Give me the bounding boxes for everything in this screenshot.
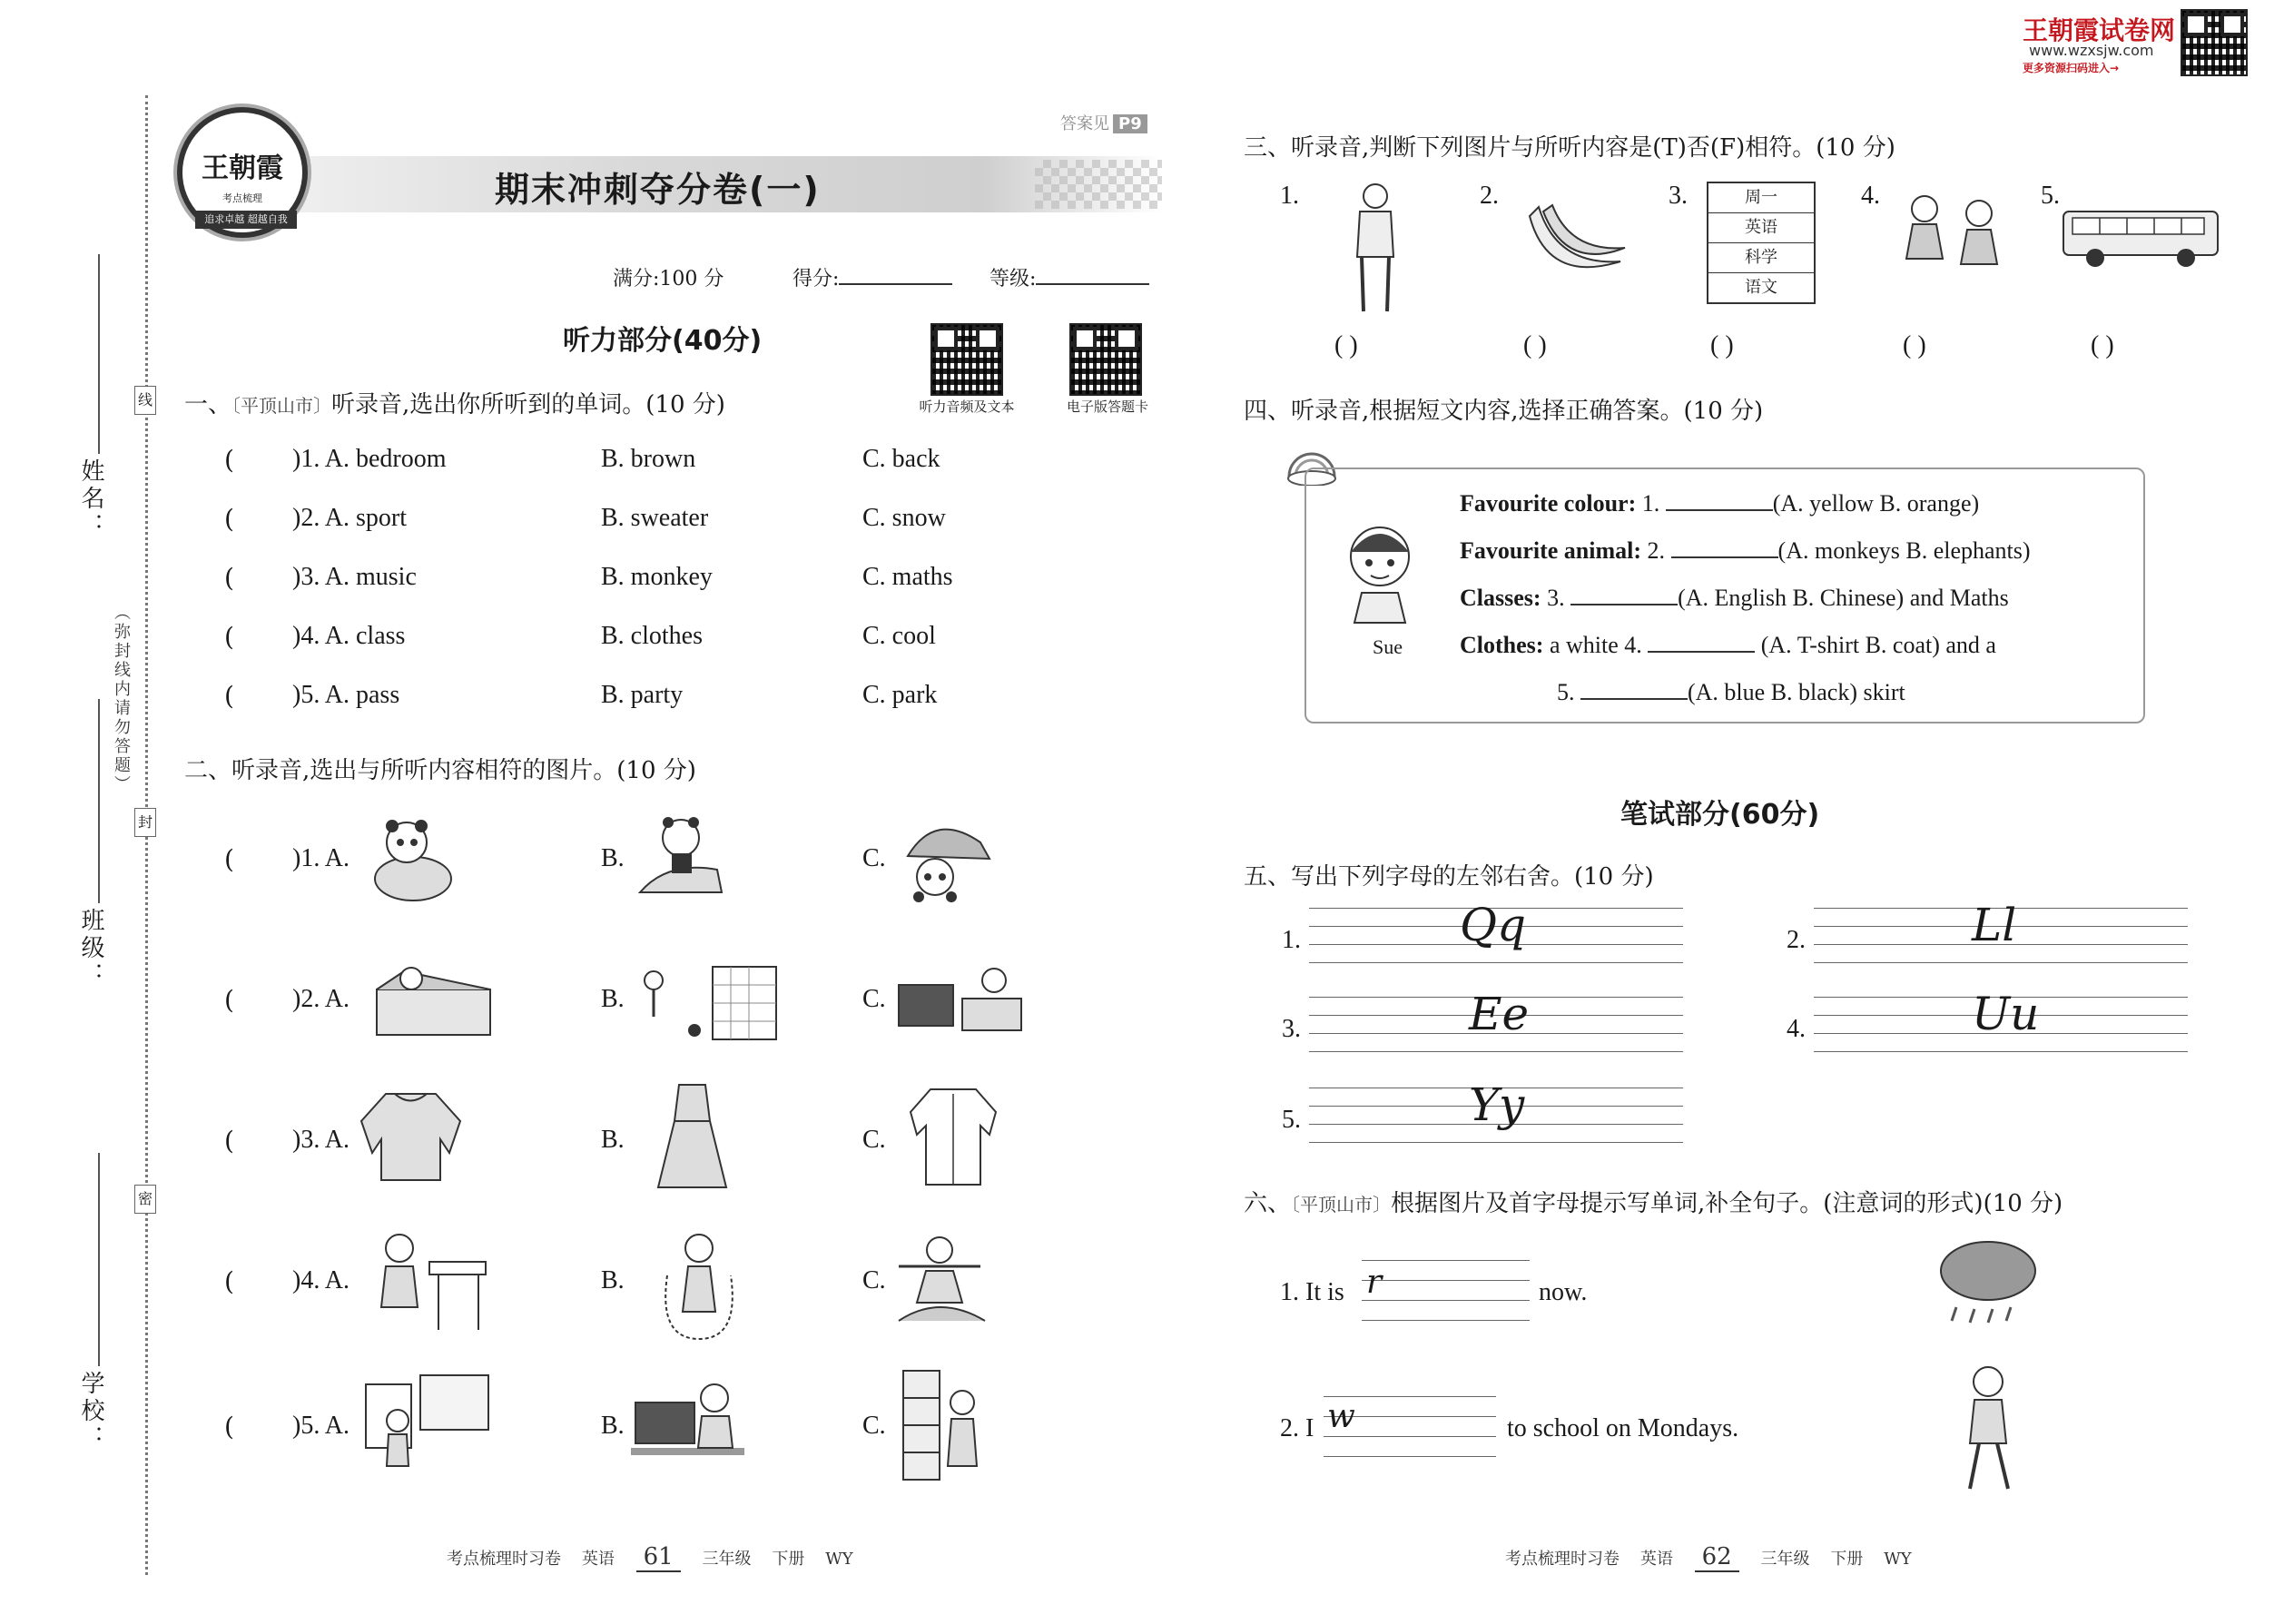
p2-q5-a-label[interactable]: )5. A. bbox=[292, 1412, 350, 1440]
computer-class-image bbox=[631, 1375, 749, 1475]
p6-s1-answer-line[interactable] bbox=[1362, 1300, 1530, 1301]
p5-letter-2: Ll bbox=[1972, 899, 2017, 951]
sue-girl-image bbox=[1334, 516, 1425, 625]
football-goal-image bbox=[635, 958, 785, 1044]
p3-num-1: 1. bbox=[1280, 182, 1299, 210]
p1-paren: ( bbox=[224, 681, 234, 711]
footer-left-subject: 英语 bbox=[581, 1550, 615, 1569]
p4-blank-4[interactable] bbox=[1648, 627, 1755, 653]
score-label: 得分: bbox=[793, 268, 840, 290]
schedule-subject: 英语 bbox=[1708, 213, 1814, 243]
footer-left bbox=[447, 1543, 853, 1572]
p6-s1-post: now. bbox=[1539, 1278, 1588, 1306]
art-class-image bbox=[361, 1371, 493, 1475]
p6-s2-answer-line[interactable] bbox=[1324, 1436, 1496, 1437]
school-label: 学校： bbox=[77, 1371, 104, 1452]
panda-under-cap-image bbox=[890, 806, 994, 906]
footer-left-book: 考点梳理时习卷 bbox=[447, 1550, 561, 1569]
p4-blank-3[interactable] bbox=[1570, 580, 1678, 605]
binding-mark-top: 线 bbox=[134, 386, 156, 415]
name-label: 姓名： bbox=[77, 458, 104, 540]
p5-num-2: 2. bbox=[1787, 926, 1806, 954]
answer-ref-page: P9 bbox=[1113, 114, 1147, 133]
score-field[interactable] bbox=[793, 263, 952, 291]
p1-q1-b[interactable]: B. brown bbox=[601, 445, 696, 473]
p1-q2-b[interactable]: B. sweater bbox=[601, 504, 709, 532]
p1-q5-b[interactable]: B. party bbox=[601, 681, 684, 709]
p2-q1-b-label[interactable]: B. bbox=[601, 844, 625, 872]
p4-blank-2[interactable] bbox=[1671, 533, 1778, 558]
footer-right-term: 下册 bbox=[1830, 1550, 1864, 1569]
schedule-day: 周一 bbox=[1708, 183, 1814, 213]
qr-code-answer-card[interactable] bbox=[1069, 323, 1142, 396]
full-score: 满分:100 分 bbox=[613, 268, 724, 290]
p6-s1-guide-bottom bbox=[1362, 1320, 1530, 1321]
p4-label-classes: Classes: bbox=[1460, 585, 1541, 611]
part3-heading: 三、听录音,判断下列图片与所听内容是(T)否(F)相符。(10 分) bbox=[1244, 134, 1895, 162]
p1-q4-a[interactable]: )4. A. class bbox=[292, 622, 406, 650]
part1-instruction: 听录音,选出你所听到的单词。(10 分) bbox=[331, 391, 725, 418]
dress-image bbox=[654, 1080, 731, 1194]
site-qr-code[interactable] bbox=[2181, 9, 2248, 76]
part6-heading bbox=[1244, 1185, 2063, 1218]
sue-name: Sue bbox=[1373, 635, 1403, 658]
p4-blank-5[interactable] bbox=[1580, 674, 1688, 700]
p6-s2-guide-bottom bbox=[1324, 1456, 1496, 1457]
p5-num-1: 1. bbox=[1282, 926, 1301, 954]
p5-letter-4: Uu bbox=[1972, 988, 2040, 1040]
p4-label-clothes: Clothes: bbox=[1460, 632, 1544, 658]
schedule-subject: 语文 bbox=[1745, 278, 1777, 297]
name-field[interactable] bbox=[98, 254, 100, 454]
p2-q1-c-label[interactable]: C. bbox=[862, 844, 886, 872]
p2-paren: ( bbox=[224, 1412, 234, 1442]
boy-in-bed-image bbox=[368, 953, 495, 1044]
p6-s2-guide-top bbox=[1324, 1396, 1496, 1397]
footer-left-grade: 三年级 bbox=[702, 1550, 752, 1569]
banner-pattern bbox=[1035, 160, 1162, 209]
p2-paren: ( bbox=[224, 844, 234, 874]
man-standing-image bbox=[1344, 180, 1407, 316]
p1-q2-c[interactable]: C. snow bbox=[862, 504, 946, 532]
p4-label-colour: Favourite colour: bbox=[1460, 490, 1637, 517]
school-field[interactable] bbox=[98, 1153, 100, 1366]
seal-note: （弥封线内请勿答题） bbox=[112, 604, 131, 794]
p4-options-3: (A. English B. Chinese) and Maths bbox=[1678, 585, 2009, 611]
p4-num-4: 4. bbox=[1624, 632, 1642, 658]
p3-answer-4[interactable]: ( ) bbox=[1903, 331, 1926, 359]
logo-name: 王朝霞 bbox=[202, 153, 283, 184]
part5-heading: 五、写出下列字母的左邻右舍。(10 分) bbox=[1244, 863, 1654, 891]
exam-title: 期末冲刺夺分卷(一) bbox=[495, 170, 821, 210]
site-url[interactable]: www.wzxsjw.com bbox=[2029, 42, 2154, 59]
p2-q3-a-label[interactable]: )3. A. bbox=[292, 1126, 350, 1154]
grade-field[interactable] bbox=[989, 263, 1149, 291]
p4-num-3: 3. bbox=[1547, 585, 1565, 611]
p5-letter-5: Yy bbox=[1469, 1078, 1525, 1131]
boy-walking-image bbox=[1952, 1362, 2024, 1493]
qr-code-audio[interactable] bbox=[930, 323, 1003, 396]
p3-answer-3[interactable]: ( ) bbox=[1710, 331, 1734, 359]
p4-options-2: (A. monkeys B. elephants) bbox=[1777, 537, 2031, 564]
footer-right-subject: 英语 bbox=[1639, 1550, 1673, 1569]
schedule-subject: 科学 bbox=[1708, 243, 1814, 273]
p4-num-1: 1. bbox=[1641, 490, 1660, 517]
panda-in-hat-image bbox=[363, 806, 463, 906]
qr-card-label: 电子版答题卡 bbox=[1066, 399, 1148, 415]
p1-q4-b[interactable]: B. clothes bbox=[601, 622, 703, 650]
p2-q5-c-label[interactable]: C. bbox=[862, 1412, 886, 1440]
p4-line-5 bbox=[1557, 674, 1905, 706]
p5-num-5: 5. bbox=[1282, 1106, 1301, 1134]
logo-ribbon: 追求卓越 超越自我 bbox=[195, 211, 297, 229]
p1-paren: ( bbox=[224, 445, 234, 475]
footer-right-edition: WY bbox=[1884, 1550, 1912, 1569]
tv-sofa-image bbox=[894, 949, 1030, 1044]
binding-mark-mid: 封 bbox=[134, 808, 156, 837]
p6-s2-post: to school on Mondays. bbox=[1507, 1414, 1739, 1442]
p3-answer-5[interactable]: ( ) bbox=[2091, 331, 2114, 359]
p3-num-3: 3. bbox=[1669, 182, 1688, 210]
footer-left-edition: WY bbox=[825, 1550, 853, 1569]
footer-right-page: 62 bbox=[1695, 1543, 1739, 1572]
p6-s2-pre: 2. I bbox=[1280, 1414, 1314, 1442]
p2-q3-b-label[interactable]: B. bbox=[601, 1126, 625, 1154]
p6-s1-guide-mid bbox=[1362, 1280, 1530, 1281]
answer-ref-label: 答案见 bbox=[1060, 114, 1109, 133]
p2-q2-b-label[interactable]: B. bbox=[601, 985, 625, 1013]
class-label: 班级： bbox=[77, 908, 104, 989]
part1-heading bbox=[184, 386, 725, 419]
p6-s2-hint: w bbox=[1327, 1398, 1355, 1435]
shirt-image bbox=[908, 1085, 999, 1189]
p2-paren: ( bbox=[224, 985, 234, 1015]
p4-blank-1[interactable] bbox=[1666, 486, 1773, 511]
rainy-cloud-image bbox=[1934, 1235, 2043, 1339]
library-image bbox=[899, 1366, 989, 1484]
p4-line-1 bbox=[1460, 486, 1979, 517]
part4-heading: 四、听录音,根据短文内容,选择正确答案。(10 分) bbox=[1244, 398, 1764, 425]
part6-instruction: 根据图片及首字母提示写单词,补全句子。(注意词的形式)(10 分) bbox=[1391, 1190, 2063, 1217]
p3-answer-1[interactable]: ( ) bbox=[1334, 331, 1358, 359]
p4-options-4: (A. T-shirt B. coat) and a bbox=[1760, 632, 1996, 658]
p2-q1-a-label[interactable]: )1. A. bbox=[292, 844, 350, 872]
p1-q3-c[interactable]: C. maths bbox=[862, 563, 953, 591]
p2-q3-c-label[interactable]: C. bbox=[862, 1126, 886, 1154]
p3-num-2: 2. bbox=[1480, 182, 1499, 210]
part1-number: 一、 bbox=[184, 391, 232, 418]
p1-paren: ( bbox=[224, 563, 234, 593]
score-blank[interactable] bbox=[839, 283, 952, 285]
logo-motto: 考点梳理 bbox=[222, 192, 262, 204]
listening-title: 听力部分(40分) bbox=[563, 325, 763, 357]
part6-number: 六、 bbox=[1244, 1190, 1292, 1217]
footer-left-page: 61 bbox=[636, 1543, 681, 1572]
footer-right-book: 考点梳理时习卷 bbox=[1505, 1550, 1620, 1569]
qr-audio-label: 听力音频及文本 bbox=[919, 399, 1015, 415]
footer-right bbox=[1505, 1543, 1912, 1572]
p1-q3-a[interactable]: )3. A. music bbox=[292, 563, 417, 591]
p6-s1-pre: 1. It is bbox=[1280, 1278, 1344, 1306]
p3-num-4: 4. bbox=[1861, 182, 1880, 210]
p2-q4-c-label[interactable]: C. bbox=[862, 1266, 886, 1294]
p3-answer-2[interactable]: ( ) bbox=[1523, 331, 1547, 359]
jump-rope-image bbox=[654, 1225, 744, 1343]
p5-letter-1: Qq bbox=[1460, 899, 1526, 951]
p4-options-1: (A. yellow B. orange) bbox=[1772, 490, 1980, 517]
p2-q5-b-label[interactable]: B. bbox=[601, 1412, 625, 1440]
site-name[interactable]: 王朝霞试卷网 bbox=[2023, 15, 2176, 45]
part2-heading: 二、听录音,选出与所听内容相符的图片。(10 分) bbox=[184, 757, 696, 784]
p2-q4-b-label[interactable]: B. bbox=[601, 1266, 625, 1294]
p4-line-3 bbox=[1460, 580, 2009, 612]
binding-mark-bottom: 密 bbox=[134, 1185, 156, 1214]
p5-num-3: 3. bbox=[1282, 1015, 1301, 1043]
ping-pong-image bbox=[368, 1225, 490, 1339]
bananas-image bbox=[1521, 198, 1629, 289]
class-schedule bbox=[1707, 182, 1816, 304]
p4-line-4 bbox=[1460, 627, 1996, 659]
p4-options-5: (A. blue B. black) skirt bbox=[1688, 679, 1905, 705]
p6-s1-guide-top bbox=[1362, 1260, 1530, 1261]
sweater-image bbox=[359, 1085, 463, 1189]
p1-q1-c[interactable]: C. back bbox=[862, 445, 940, 473]
class-field[interactable] bbox=[98, 699, 100, 903]
girl-yoga-image bbox=[890, 1230, 994, 1330]
kids-skating-image bbox=[1893, 186, 2011, 290]
footer-left-term: 下册 bbox=[772, 1550, 805, 1569]
site-slogan: 更多资源扫码进入→ bbox=[2023, 62, 2120, 74]
p5-letter-3: Ee bbox=[1469, 988, 1530, 1040]
p3-num-5: 5. bbox=[2041, 182, 2060, 210]
p1-paren: ( bbox=[224, 622, 234, 652]
p1-q5-a[interactable]: )5. A. pass bbox=[292, 681, 400, 709]
bus-image bbox=[2059, 207, 2222, 271]
p4-pre-4: a white bbox=[1549, 632, 1619, 658]
p1-q4-c[interactable]: C. cool bbox=[862, 622, 936, 650]
p1-q5-c[interactable]: C. park bbox=[862, 681, 938, 709]
answer-reference bbox=[1060, 111, 1147, 134]
p1-q3-b[interactable]: B. monkey bbox=[601, 563, 713, 591]
part6-region-tag: 〔平顶山市〕 bbox=[1291, 1194, 1392, 1216]
grade-label: 等级: bbox=[989, 268, 1037, 290]
p4-num-2: 2. bbox=[1647, 537, 1666, 564]
p4-label-animal: Favourite animal: bbox=[1460, 537, 1642, 564]
p2-q2-c-label[interactable]: C. bbox=[862, 985, 886, 1013]
p4-line-2 bbox=[1460, 533, 2031, 565]
p2-paren: ( bbox=[224, 1126, 234, 1156]
p2-q2-a-label[interactable]: )2. A. bbox=[292, 985, 350, 1013]
p2-paren: ( bbox=[224, 1266, 234, 1296]
panda-on-cap-image bbox=[631, 806, 731, 906]
p6-s1-hint: r bbox=[1366, 1264, 1383, 1301]
p1-q2-a[interactable]: )2. A. sport bbox=[292, 504, 407, 532]
part1-region-tag: 〔平顶山市〕 bbox=[231, 395, 332, 417]
writing-title: 笔试部分(60分) bbox=[1620, 799, 1820, 831]
p5-num-4: 4. bbox=[1787, 1015, 1806, 1043]
footer-right-grade: 三年级 bbox=[1760, 1550, 1810, 1569]
p4-num-5: 5. bbox=[1557, 679, 1575, 705]
p1-q1-a[interactable]: )1. A. bedroom bbox=[292, 445, 447, 473]
p2-q4-a-label[interactable]: )4. A. bbox=[292, 1266, 350, 1294]
grade-blank[interactable] bbox=[1036, 283, 1149, 285]
p1-paren: ( bbox=[224, 504, 234, 534]
